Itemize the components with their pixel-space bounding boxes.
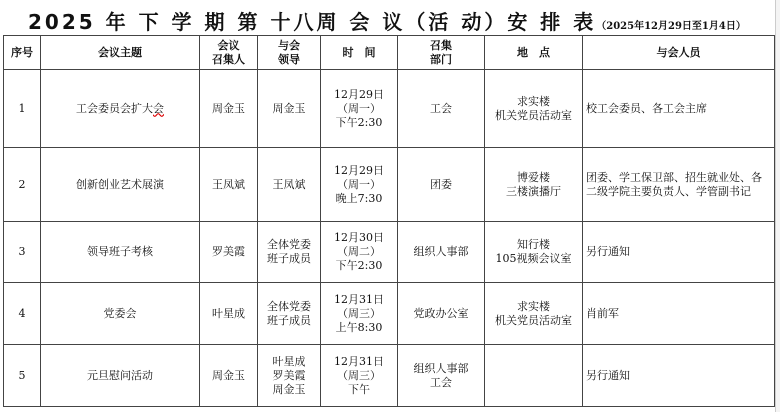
time: 12月29日 （周一） 下午2:30 [321, 70, 398, 148]
column-header: 会议 召集人 [200, 36, 258, 70]
row-number: 3 [4, 222, 41, 283]
column-header: 时 间 [321, 36, 398, 70]
row-number: 2 [4, 148, 41, 222]
meeting-topic: 党委会 [41, 283, 200, 345]
department: 组织人事部 工会 [398, 345, 485, 407]
title-main: 2025 年 下 学 期 第 十八周 会 议（活 动）安 排 表 [28, 10, 597, 34]
row-number: 5 [4, 345, 41, 407]
location [485, 345, 583, 407]
attendees: 另行通知 [583, 345, 775, 407]
spellcheck-underline: 会 [153, 101, 164, 115]
attendees: 校工会委员、各工会主席 [583, 70, 775, 148]
convener: 王凤斌 [200, 148, 258, 222]
page-edge [775, 0, 780, 412]
column-header: 与会 领导 [258, 36, 321, 70]
leaders: 全体党委 班子成员 [258, 283, 321, 345]
department: 组织人事部 [398, 222, 485, 283]
row-number: 1 [4, 70, 41, 148]
location: 知行楼 105视频会议室 [485, 222, 583, 283]
attendees: 另行通知 [583, 222, 775, 283]
leaders: 叶星成 罗美霞 周金玉 [258, 345, 321, 407]
department: 工会 [398, 70, 485, 148]
table-row [4, 283, 775, 345]
attendees: 肖前军 [583, 283, 775, 345]
row-number: 4 [4, 283, 41, 345]
table-row [4, 345, 775, 407]
convener: 周金玉 [200, 70, 258, 148]
location: 博爱楼 三楼演播厅 [485, 148, 583, 222]
time: 12月30日 （周二） 下午2:30 [321, 222, 398, 283]
department: 团委 [398, 148, 485, 222]
attendees: 团委、学工保卫部、招生就业处、各二级学院主要负责人、学管副书记 [583, 148, 775, 222]
page-title [28, 6, 746, 35]
column-header: 序号 [4, 36, 41, 70]
leaders: 王凤斌 [258, 148, 321, 222]
time: 12月31日 （周三） 上午8:30 [321, 283, 398, 345]
schedule-table [3, 35, 775, 407]
time: 12月29日 （周一） 晚上7:30 [321, 148, 398, 222]
table-row [4, 70, 775, 148]
time: 12月31日 （周三） 下午 [321, 345, 398, 407]
convener: 周金玉 [200, 345, 258, 407]
meeting-topic: 工会委员会扩大会 [41, 70, 200, 148]
table-row [4, 222, 775, 283]
location: 求实楼 机关党员活动室 [485, 70, 583, 148]
convener: 罗美霞 [200, 222, 258, 283]
column-header: 召集 部门 [398, 36, 485, 70]
meeting-topic: 创新创业艺术展演 [41, 148, 200, 222]
title-date-range: （2025年12月29日至1月4日） [596, 21, 746, 32]
leaders: 全体党委 班子成员 [258, 222, 321, 283]
header-row [4, 36, 775, 70]
meeting-topic: 领导班子考核 [41, 222, 200, 283]
column-header: 会议主题 [41, 36, 200, 70]
column-header: 地 点 [485, 36, 583, 70]
leaders: 周金玉 [258, 70, 321, 148]
convener: 叶星成 [200, 283, 258, 345]
location: 求实楼 机关党员活动室 [485, 283, 583, 345]
meeting-topic: 元旦慰问活动 [41, 345, 200, 407]
table-row [4, 148, 775, 222]
column-header: 与会人员 [583, 36, 775, 70]
department: 党政办公室 [398, 283, 485, 345]
